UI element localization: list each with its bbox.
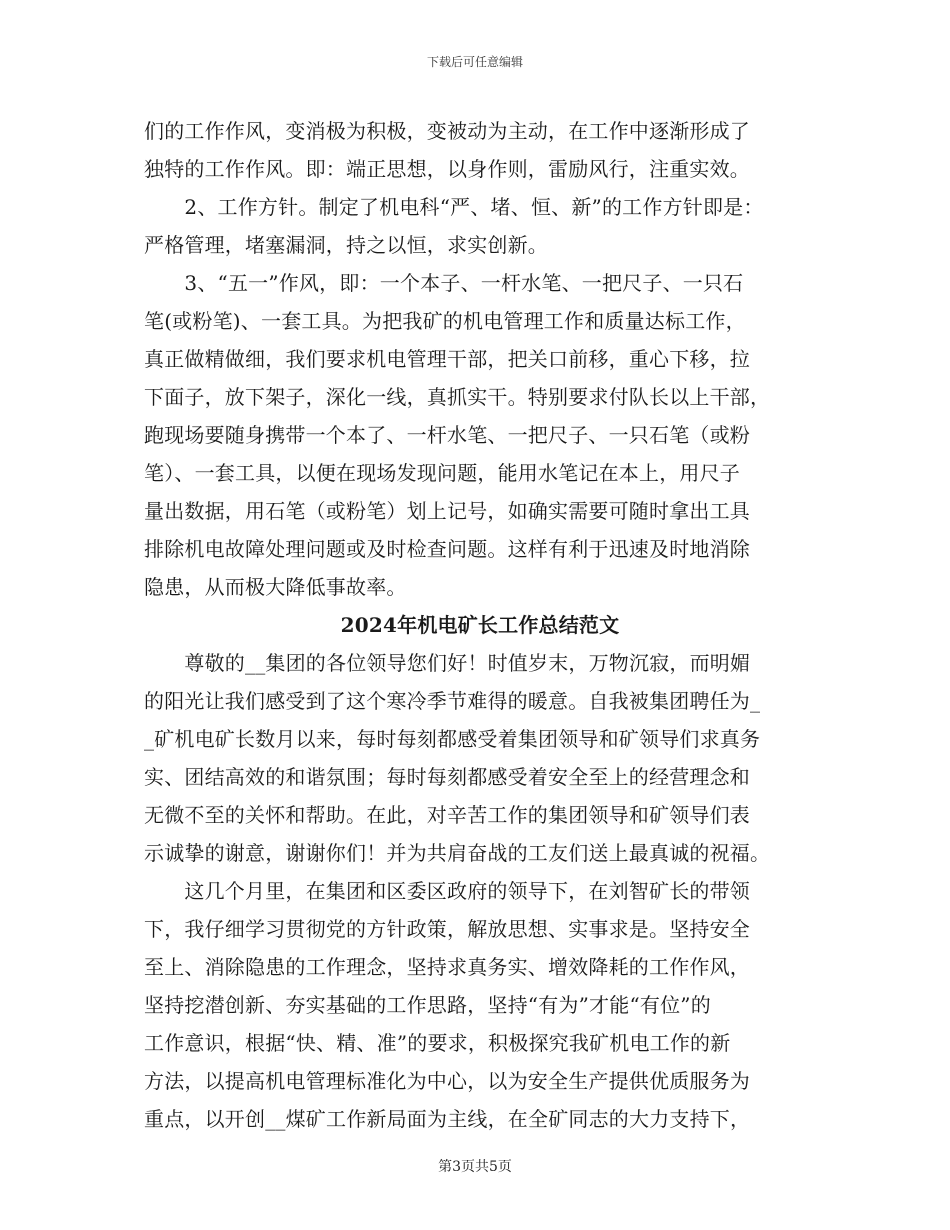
- page-number: 第3页共5页: [438, 1159, 512, 1175]
- text-line: 量出数据，用石笔（或粉笔）划上记号，如确实需要可随时拿出工具: [144, 499, 750, 523]
- text-line: 2、工作方针。制定了机电科“严、堵、恒、新”的工作方针即是：: [144, 195, 764, 219]
- text-line: 示诚挚的谢意，谢谢你们！并为共肩奋战的工友们送上最真诚的祝福。: [144, 841, 771, 865]
- text-line: 的阳光让我们感受到了这个寒冷季节难得的暖意。自我被集团聘任为_: [144, 689, 761, 713]
- text-line: 3、“五一”作风，即：一个本子、一杆水笔、一把尺子、一只石: [144, 271, 744, 295]
- text-line: 下，我仔细学习贯彻党的方针政策，解放思想、实事求是。坚持安全: [144, 917, 750, 941]
- text-line: 工作意识，根据“快、精、准”的要求，积极探究我矿机电工作的新: [144, 1031, 731, 1055]
- text-line: 隐患，从而极大降低事故率。: [144, 575, 407, 599]
- text-line: 至上、消除隐患的工作理念，坚持求真务实、增效降耗的工作作风，: [144, 955, 750, 979]
- text-line: 实、团结高效的和谐氛围；每时每刻都感受着安全至上的经营理念和: [144, 765, 750, 789]
- text-line: 重点，以开创__煤矿工作新局面为主线，在全矿同志的大力支持下，: [144, 1107, 751, 1131]
- text-line: 坚持挖潜创新、夯实基础的工作思路，坚持“有为”才能“有位”的: [144, 993, 711, 1017]
- text-line: 严格管理，堵塞漏洞，持之以恒，求实创新。: [144, 233, 548, 257]
- text-line: 下面子，放下架子，深化一线，真抓实干。特别要求付队长以上干部，: [144, 385, 771, 409]
- text-line: 跑现场要随身携带一个本了、一杆水笔、一把尺子、一只石笔（或粉: [144, 423, 750, 447]
- text-line: 真正做精做细，我们要求机电管理干部，把关口前移，重心下移，拉: [144, 347, 750, 371]
- body-text: [144, 112, 816, 1138]
- text-line: 笔）、一套工具，以便在现场发现问题，能用水笔记在本上，用尺子: [144, 461, 740, 485]
- text-line: 这几个月里，在集团和区委区政府的领导下，在刘智矿长的带领: [144, 879, 750, 903]
- text-line: 尊敬的__集团的各位领导您们好！时值岁末，万物沉寂，而明媚: [144, 651, 751, 675]
- text-line: 无微不至的关怀和帮助。在此，对辛苦工作的集团领导和矿领导们表: [144, 803, 750, 827]
- text-line: 方法，以提高机电管理标准化为中心，以为安全生产提供优质服务为: [144, 1069, 750, 1093]
- text-line: 笔(或粉笔)、一套工具。为把我矿的机电管理工作和质量达标工作，: [144, 309, 746, 333]
- text-line: 们的工作作风，变消极为积极，变被动为主动，在工作中逐渐形成了: [144, 119, 750, 143]
- text-line: 独特的工作作风。即：端正思想，以身作则，雷励风行，注重实效。: [144, 157, 750, 181]
- section-title: 2024年机电矿长工作总结范文: [340, 613, 620, 637]
- page-header: 下载后可任意编辑: [426, 55, 523, 69]
- text-line: _矿机电矿长数月以来，每时每刻都感受着集团领导和矿领导们求真务: [144, 727, 761, 751]
- text-line: 排除机电故障处理问题或及时检查问题。这样有利于迅速及时地消除: [144, 537, 750, 561]
